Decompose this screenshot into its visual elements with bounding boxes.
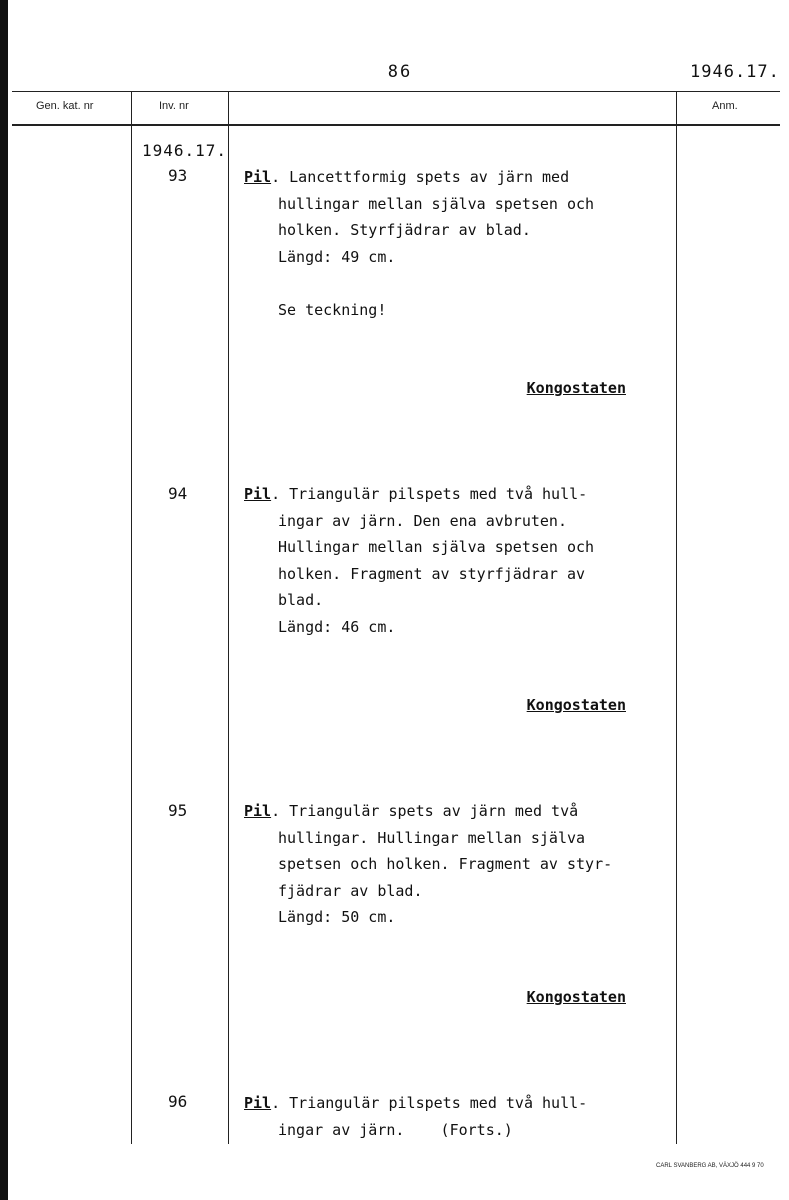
column-header-gen-kat: Gen. kat. nr: [36, 100, 94, 112]
entry-keyword: Pil: [244, 485, 272, 503]
entry-origin: Kongostaten: [526, 696, 626, 714]
page-number: 86: [387, 62, 413, 82]
entry-note: Se teckning!: [278, 300, 387, 319]
entry-keyword: Pil: [244, 802, 272, 820]
entry-keyword: Pil: [244, 1094, 272, 1112]
entry-description: Pil. Lancettformig spets av järn med hullingar mellan själva spetsen och holken. Styrfjädrar av blad. Längd: 49 cm. Se teckning!: [244, 164, 669, 323]
column-header-anm: Anm.: [712, 100, 738, 112]
column-divider-gen-inv: [131, 91, 132, 1144]
printer-imprint: CARL SVANBERG AB, VÄXJÖ 444 9 70: [656, 1163, 764, 1169]
entry-description: Pil. Triangulär pilspets med två hull- ingar av järn. Den ena avbruten. Hullingar mellan själva spetsen och holken. Fragment av styrfjädrar av blad. Längd: 46 cm.: [244, 485, 595, 636]
entry-origin: Kongostaten: [526, 988, 626, 1006]
page-year: 1946.17.: [690, 62, 780, 82]
entry-keyword: Pil: [244, 168, 272, 186]
column-divider-text-anm: [676, 91, 677, 1144]
column-divider-inv-text: [228, 91, 229, 1144]
header-top-rule: [12, 91, 780, 92]
entry-description: Pil. Triangulär spets av järn med två hullingar. Hullingar mellan själva spetsen och holken. Fragment av styr- fjädrar av blad. Längd: 50 cm.: [244, 802, 613, 926]
inventory-number: 93: [168, 166, 188, 185]
entry-origin: Kongostaten: [526, 379, 626, 397]
inventory-number: 94: [168, 484, 188, 503]
inventory-number: 96: [168, 1092, 188, 1111]
header-bottom-rule: [12, 124, 780, 126]
inventory-year: 1946.17.: [142, 141, 228, 160]
column-header-inv: Inv. nr: [159, 100, 189, 112]
inventory-number: 95: [168, 801, 188, 820]
page-edge-bar: [0, 0, 8, 1200]
entry-description: Pil. Triangulär pilspets med två hull- ingar av järn. (Forts.): [244, 1094, 588, 1139]
